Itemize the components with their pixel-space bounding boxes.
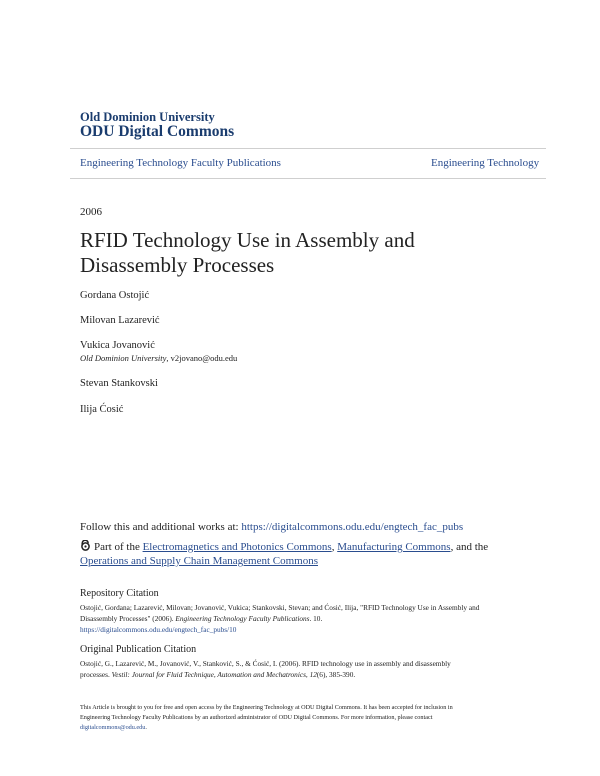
affiliation-name: Old Dominion University (80, 353, 167, 363)
author-affiliation (80, 353, 237, 363)
notice-line: This Article is brought to you for free and open access by the Engineering Technology at ODU Digital Commons. It has been accepted for inclusion in (80, 704, 453, 711)
citation-series: Engineering Technology Faculty Publications (175, 614, 310, 623)
discipline-link-electromagnetics[interactable]: Electromagnetics and Photonics Commons (142, 541, 332, 553)
citation-text: Disassembly Processes" (2006). (80, 614, 176, 623)
section-heading: Repository Citation (80, 588, 159, 599)
section-heading: Original Publication Citation (80, 644, 197, 655)
citation-text: (6), 385-390. (316, 670, 356, 679)
institution-name: Old Dominion University (80, 110, 215, 124)
notice-end: . (145, 724, 147, 731)
repository-citation (80, 602, 530, 635)
separator: , and the (450, 541, 489, 553)
collection-url-link[interactable]: https://digitalcommons.odu.edu/engtech_fac_pubs (241, 521, 464, 533)
citation-text: . 10. (309, 614, 323, 623)
access-notice (80, 703, 530, 733)
author-name: Gordana Ostojić (80, 290, 150, 301)
citation-line: Ostojić, Gordana; Lazarević, Milovan; Jovanović, Vukica; Stankovski, Stevan; and Ćosić, Ilija, "RFID Technology Use in Assembly and (80, 603, 480, 612)
author-name: Ilija Ćosić (80, 404, 124, 415)
article-title (80, 228, 500, 278)
author-name: Milovan Lazarević (80, 315, 160, 326)
series-link[interactable]: Engineering Technology Faculty Publications (80, 157, 281, 169)
separator: , (331, 541, 338, 553)
citation-text: processes. (80, 670, 112, 679)
part-of-line (80, 555, 318, 567)
discipline-link-operations[interactable]: Operations and Supply Chain Management Commons (80, 555, 318, 567)
contact-email-link[interactable]: digitalcommons@odu.edu (80, 724, 146, 731)
citation-line: Ostojić, G., Lazarević, M., Jovanović, V., Stanković, S., & Ćosić, I. (2006). RFID technology use in assembly and disassembly (80, 659, 451, 668)
author-email: , v2jovano@odu.edu (166, 353, 238, 363)
notice-line (80, 723, 530, 733)
title-line: RFID Technology Use in Assembly and (80, 228, 415, 252)
open-access-icon (80, 540, 91, 551)
divider (70, 178, 546, 179)
publication-year: 2006 (80, 206, 102, 218)
follow-line (80, 521, 463, 533)
citation-journal: Vestil: Journal for Fluid Technique, Automation and Mechatronics, 12 (111, 670, 317, 679)
notice-line: Engineering Technology Faculty Publications by an authorized administrator of ODU Digital Commons. For more information, please contact (80, 714, 433, 721)
department-link[interactable]: Engineering Technology (431, 157, 540, 169)
citation-url-link[interactable]: https://digitalcommons.odu.edu/engtech_fac_pubs/10 (80, 625, 237, 634)
original-citation (80, 658, 530, 680)
author-name: Vukica Jovanović (80, 340, 155, 351)
divider (70, 148, 546, 149)
author-name: Stevan Stankovski (80, 378, 158, 389)
part-of-line (80, 540, 488, 553)
discipline-link-manufacturing[interactable]: Manufacturing Commons (337, 541, 451, 553)
follow-prefix: Follow this and additional works at: (80, 521, 242, 533)
citation-line (80, 613, 530, 624)
citation-line (80, 669, 530, 680)
title-line: Disassembly Processes (80, 253, 275, 277)
repository-name[interactable]: ODU Digital Commons (80, 123, 235, 140)
part-of-prefix: Part of the (94, 541, 143, 553)
